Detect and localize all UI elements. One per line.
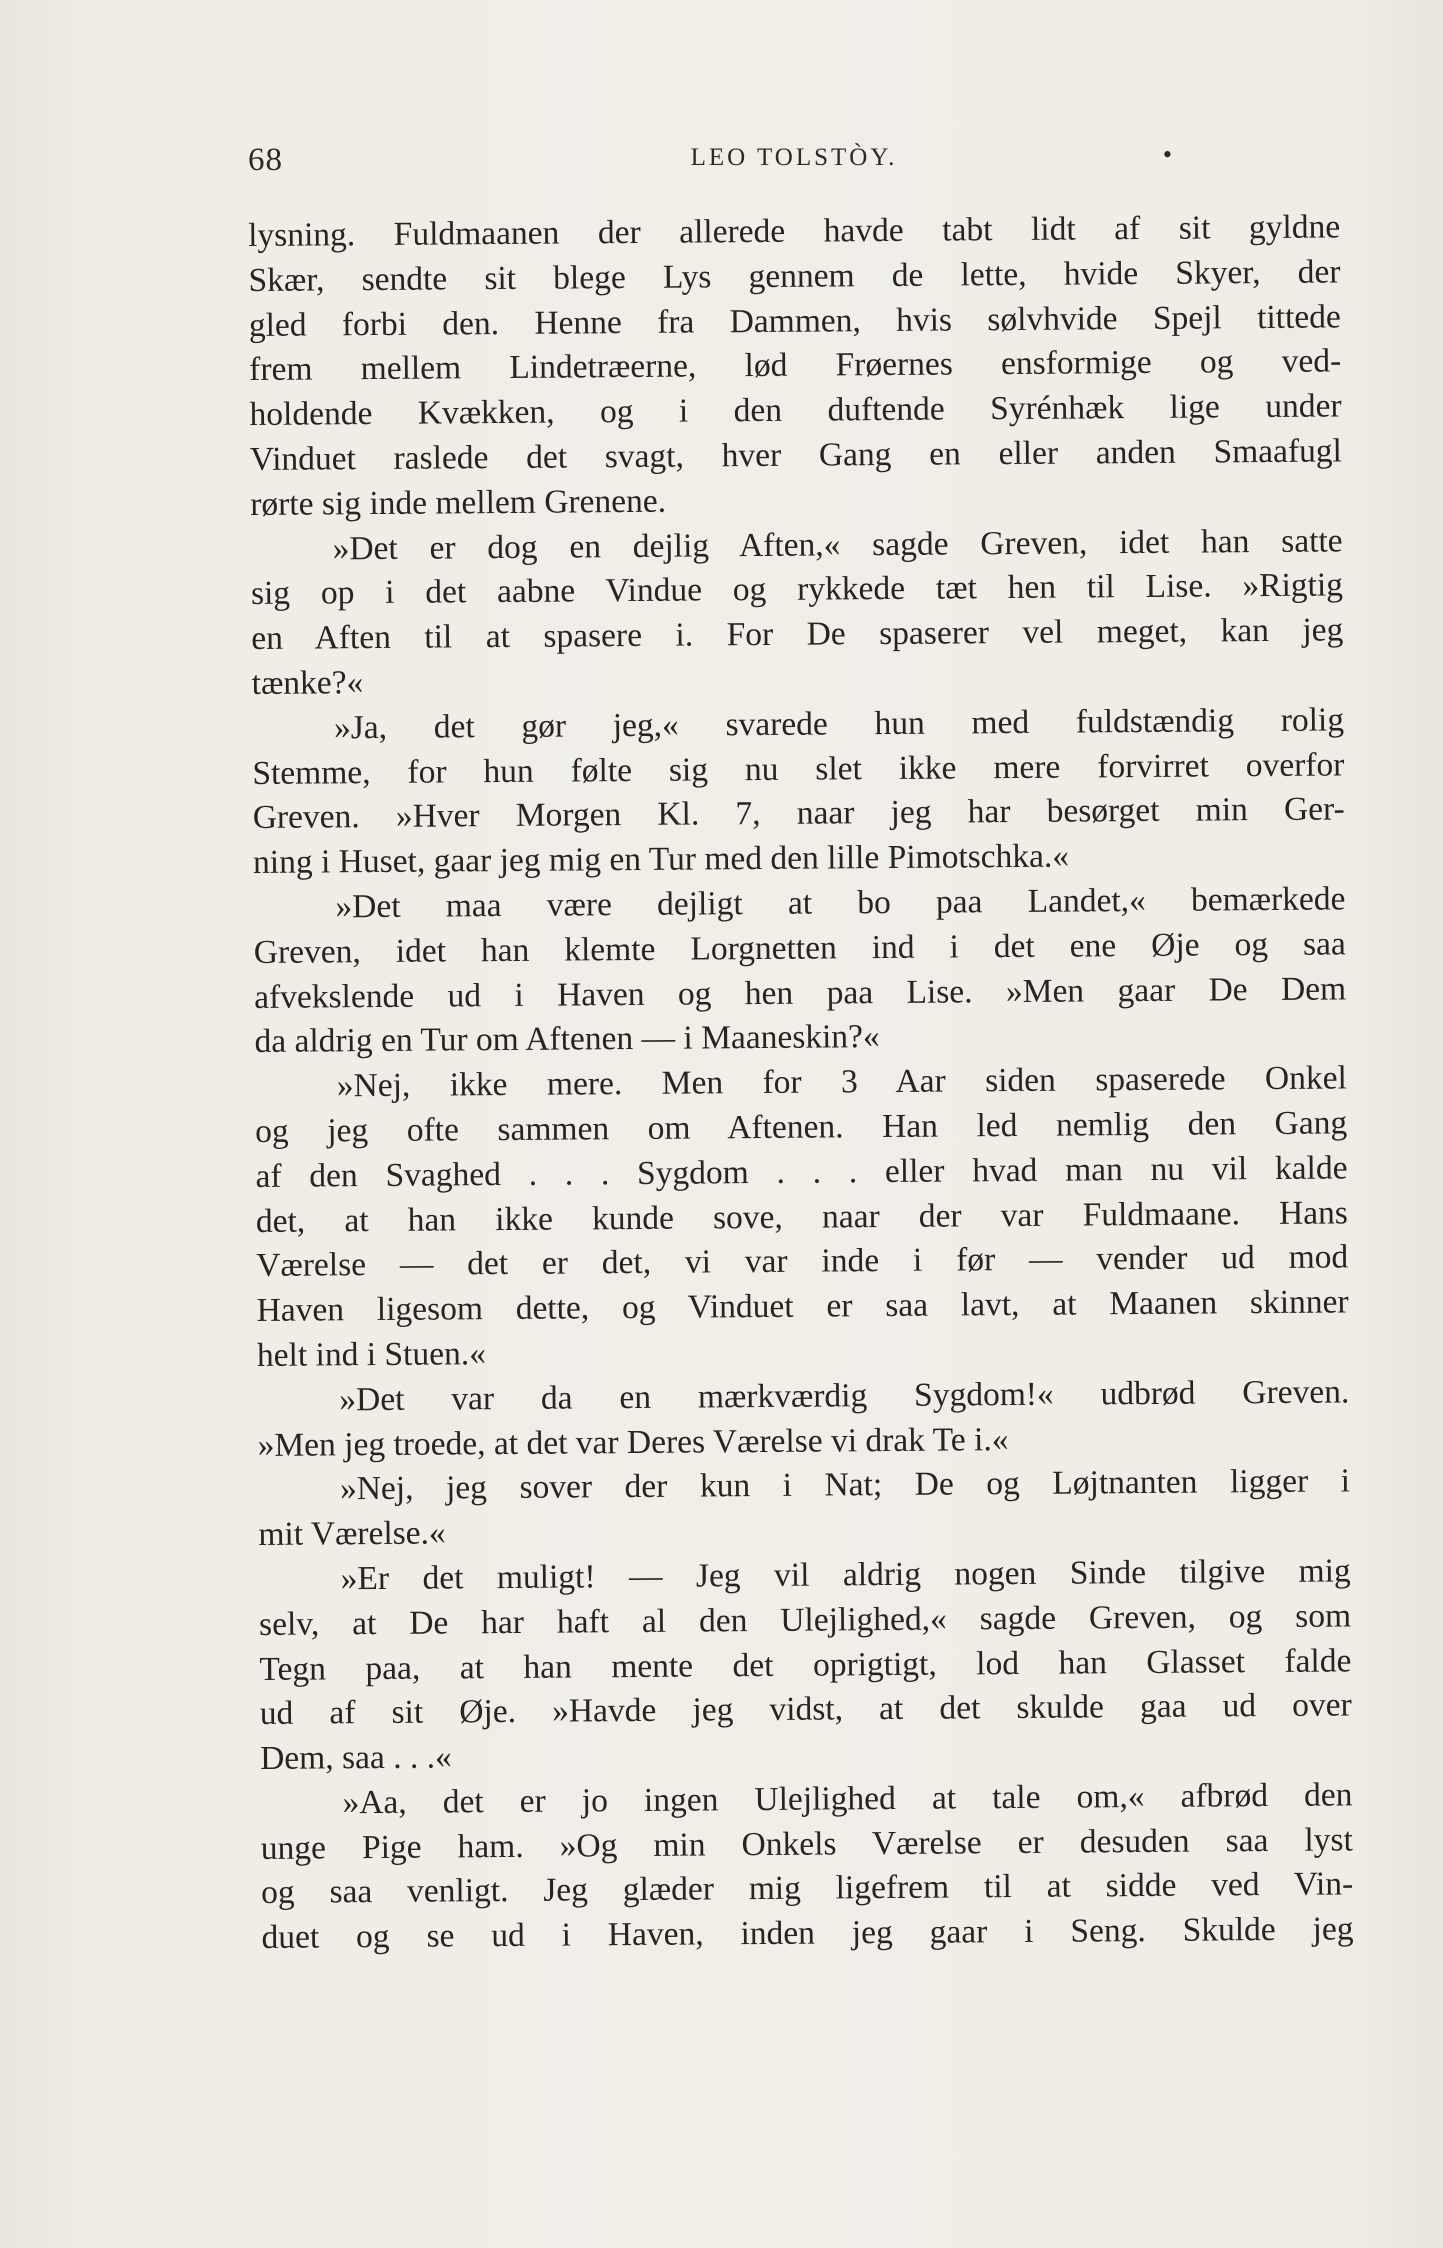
text-line: tænke?« (251, 664, 364, 702)
text-line: mit Værelse.« (258, 1514, 446, 1554)
text-line: og saa venligt. Jeg glæder mig ligefrem til at sidde ved Vin- (261, 1865, 1354, 1912)
text-line: Stemme, for hun følte sig nu slet ikke mere forvirret overfor (252, 745, 1345, 792)
text-line: lysning. Fuldmaanen der allerede havde tabt lidt af sit gyldne (248, 208, 1341, 254)
paragraph-start: »Det er dog en dejlig Aften,« sagde Greven, idet han satte (332, 521, 1343, 567)
page-header (248, 142, 1340, 182)
text-line: helt ind i Stuen.« (256, 1335, 487, 1374)
text-line: af den Svaghed . . . Sygdom . . . eller hvad man nu vil kalde (255, 1149, 1348, 1195)
text-line: og jeg ofte sammen om Aftenen. Han led nemlig den Gang (255, 1104, 1348, 1150)
paragraph-start: »Det maa være dejligt at bo paa Landet,« bemærkede (335, 880, 1346, 926)
text-line: afvekslende ud i Haven og hen paa Lise. »Men gaar De Dem (254, 969, 1347, 1016)
text-line: Skær, sendte sit blege Lys gennem de lette, hvide Skyer, der (248, 253, 1341, 299)
header-mark: • (1162, 140, 1172, 169)
paragraph-start: »Ja, det gør jeg,« svarede hun med fuldstændig rolig (333, 701, 1345, 747)
paragraph-start: »Nej, ikke mere. Men for 3 Aar siden spaserede Onkel (336, 1059, 1347, 1105)
text-line: da aldrig en Tur om Aftenen — i Maaneskin?« (254, 1018, 880, 1061)
text-line: frem mellem Lindetræerne, lød Frøernes ensformige og ved- (249, 342, 1342, 389)
running-title: LEO TOLSTÒY. (690, 144, 898, 171)
text-line: rørte sig inde mellem Grenene. (250, 482, 667, 523)
text-line: »Men jeg troede, at det var Deres Værelse vi drak Te i.« (257, 1420, 1009, 1464)
paragraph-start: »Er det muligt! — Jeg vil aldrig nogen Sinde tilgive mig (340, 1552, 1351, 1598)
text-line: Greven, idet han klemte Lorgnetten ind i det ene Øje og saa (253, 925, 1346, 971)
text-line: ning i Huset, gaar jeg mig en Tur med den lille Pimotschka.« (252, 837, 1070, 882)
text-line: Værelse — det er det, vi var inde i før — vender ud mod (256, 1238, 1349, 1285)
text-line: Vinduet raslede det svagt, hver Gang en eller anden Smaafugl (249, 432, 1343, 478)
text-line: selv, at De har haft al den Ulejlighed,« sagde Greven, og som (258, 1597, 1352, 1643)
body-text (248, 205, 1354, 1961)
paragraph-start: »Nej, jeg sover der kun i Nat; De og Løjtnanten ligger i (339, 1462, 1351, 1508)
text-line: holdende Kvækken, og i den duftende Syrénhæk lige under (249, 387, 1342, 434)
text-line: Greven. »Hver Morgen Kl. 7, naar jeg har besørget min Ger- (252, 790, 1345, 837)
text-line: Dem, saa . . .« (259, 1738, 452, 1778)
text-line: Haven ligesom dette, og Vinduet er saa lavt, at Maanen skinner (256, 1283, 1349, 1330)
text-line: Tegn paa, at han mente det oprigtigt, lod han Glasset falde (259, 1641, 1352, 1688)
paragraph-start: »Aa, det er jo ingen Ulejlighed at tale om,« afbrød den (342, 1776, 1353, 1822)
text-line: en Aften til at spasere i. For De spaserer vel meget, kan jeg (251, 611, 1344, 658)
text-line: sig op i det aabne Vindue og rykkede tæt hen til Lise. »Rigtig (250, 566, 1344, 613)
text-line: ud af sit Øje. »Havde jeg vidst, at det skulde gaa ud over (259, 1686, 1352, 1733)
paragraph-start: »Det var da en mærkværdig Sygdom!« udbrød Greven. (339, 1373, 1350, 1419)
text-line: det, at han ikke kunde sove, naar der var Fuldmaane. Hans (255, 1193, 1349, 1240)
text-line: unge Pige ham. »Og min Onkels Værelse er desuden saa lyst (260, 1821, 1353, 1867)
text-line: duet og se ud i Haven, inden jeg gaar i Seng. Skulde jeg (261, 1910, 1354, 1957)
page-number: 68 (248, 142, 283, 178)
text-line: gled forbi den. Henne fra Dammen, hvis sølvhvide Spejl tittede (248, 298, 1341, 344)
